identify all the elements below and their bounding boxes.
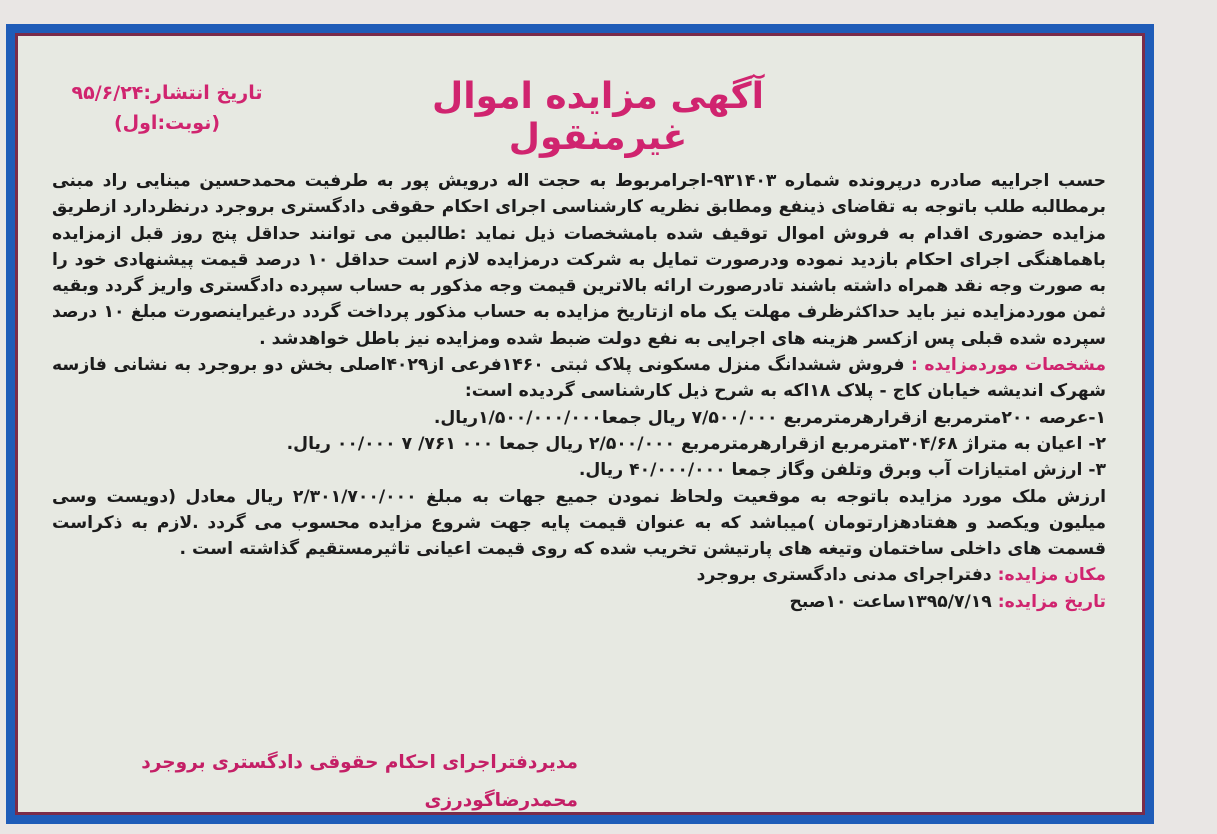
- date-label: تاریخ مزایده:: [997, 591, 1106, 612]
- specs-text: فروش ششدانگ منزل مسکونی پلاک ثبتی ۱۴۶۰فرعی از۴۰۲۹اصلی بخش دو بروجرد به نشانی فازسه شهرک اندیشه خیابان کاج - پلاک ۱۸اکه به شرح ذیل کارشناسی گردیده است:: [52, 355, 1106, 402]
- auction-location: [52, 562, 1106, 588]
- notice-frame: [6, 24, 1154, 824]
- signature-block: [58, 744, 578, 820]
- location-label: مکان مزایده:: [997, 565, 1106, 586]
- publish-date: تاریخ انتشار:۹۵/۶/۲۴: [71, 82, 263, 104]
- auction-date: [52, 589, 1106, 615]
- signer-title: مدیردفتراجرای احکام حقوقی دادگستری بروجرد: [141, 752, 578, 773]
- intro-paragraph: حسب اجراییه صادره درپرونده شماره ۹۳۱۴۰۳-اجرامربوط به حجت اله درویش پور به طرفیت محمدحسین مینایی راد مبنی برمطالبه طلب باتوجه به تقاضای ذینفع ومطابق نظریه کارشناسی اجرای احکام حقوقی دادگستری بروجرد درنظردارد ازطریق مزایده حضوری اقدام به فروش اموال توقیف شده بامشخصات ذیل نماید :طالبین می توانند حداقل پنج روز قبل ازمزایده باهماهنگی اجرای احکام بازدید نموده ودرصورت تمایل به شرکت درمزایده لازم است حداقل ۱۰ درصد قیمت پیشنهادی خود را به صورت وجه نقد همراه داشته باشند تادرصورت ارائه بالاترین قیمت وجه مذکور به حساب سپرده دادگستری واریز گردد وبقیه ثمن موردمزایده نیز باید حداکثرظرف مهلت یک ماه ازتاریخ مزایده به حساب مذکور پرداخت گردد درغیراینصورت مبلغ ۱۰ درصد سپرده شده قبلی پس ازکسر هزینه های اجرایی به نفع دولت ضبط شده ومزایده نیز باطل خواهدشد .: [52, 171, 1107, 349]
- notice-title: آگهی مزایده اموال غیرمنقول: [432, 76, 764, 158]
- date-value: ۱۳۹۵/۷/۱۹ساعت ۱۰صبح: [789, 591, 992, 612]
- notice-body: [52, 168, 1106, 615]
- specs-paragraph: [52, 352, 1106, 405]
- valuation-paragraph: ارزش ملک مورد مزایده باتوجه به موقعیت ولحاظ نمودن جمیع جهات به مبلغ ۲/۳۰۱/۷۰۰/۰۰۰ ریال معادل (دویست وسی میلیون ویکصد و هفتادهزارتومان )میباشد که به عنوان قیمت پایه جهت شروع مزایده محسوب می گردد .لازم به ذکراست قسمت های داخلی ساختمان وتیغه های پارتیشن تخریب شده که روی قیمت اعیانی تاثیرمستقیم گذاشته است .: [52, 486, 1106, 560]
- item-utilities: ۳- ارزش امتیازات آب وبرق وتلفن وگاز جمعا ۴۰/۰۰۰/۰۰۰ ریال.: [578, 460, 1106, 481]
- publication-info: [32, 78, 302, 138]
- item-building: ۲- اعیان به متراژ ۳۰۴/۶۸مترمربع ازقرارهرمترمربع ۲/۵۰۰/۰۰۰ ریال جمعا ۰۰۰ ۷۶۱/ ۷ ۰۰/۰۰۰ ریال.: [286, 433, 1106, 454]
- publish-round: (نوبت:اول): [113, 112, 221, 134]
- signer-name: محمدرضاگودرزی: [424, 790, 578, 811]
- location-value: دفتراجرای مدنی دادگستری بروجرد: [696, 565, 992, 586]
- notice-paper: [15, 33, 1145, 815]
- specs-label: مشخصات موردمزایده :: [911, 355, 1106, 376]
- item-land: ۱-عرصه ۲۰۰مترمربع ازقرارهرمترمربع ۷/۵۰۰/۰۰۰ ریال جمعا۱/۵۰۰/۰۰۰/۰۰۰ریال.: [433, 407, 1106, 428]
